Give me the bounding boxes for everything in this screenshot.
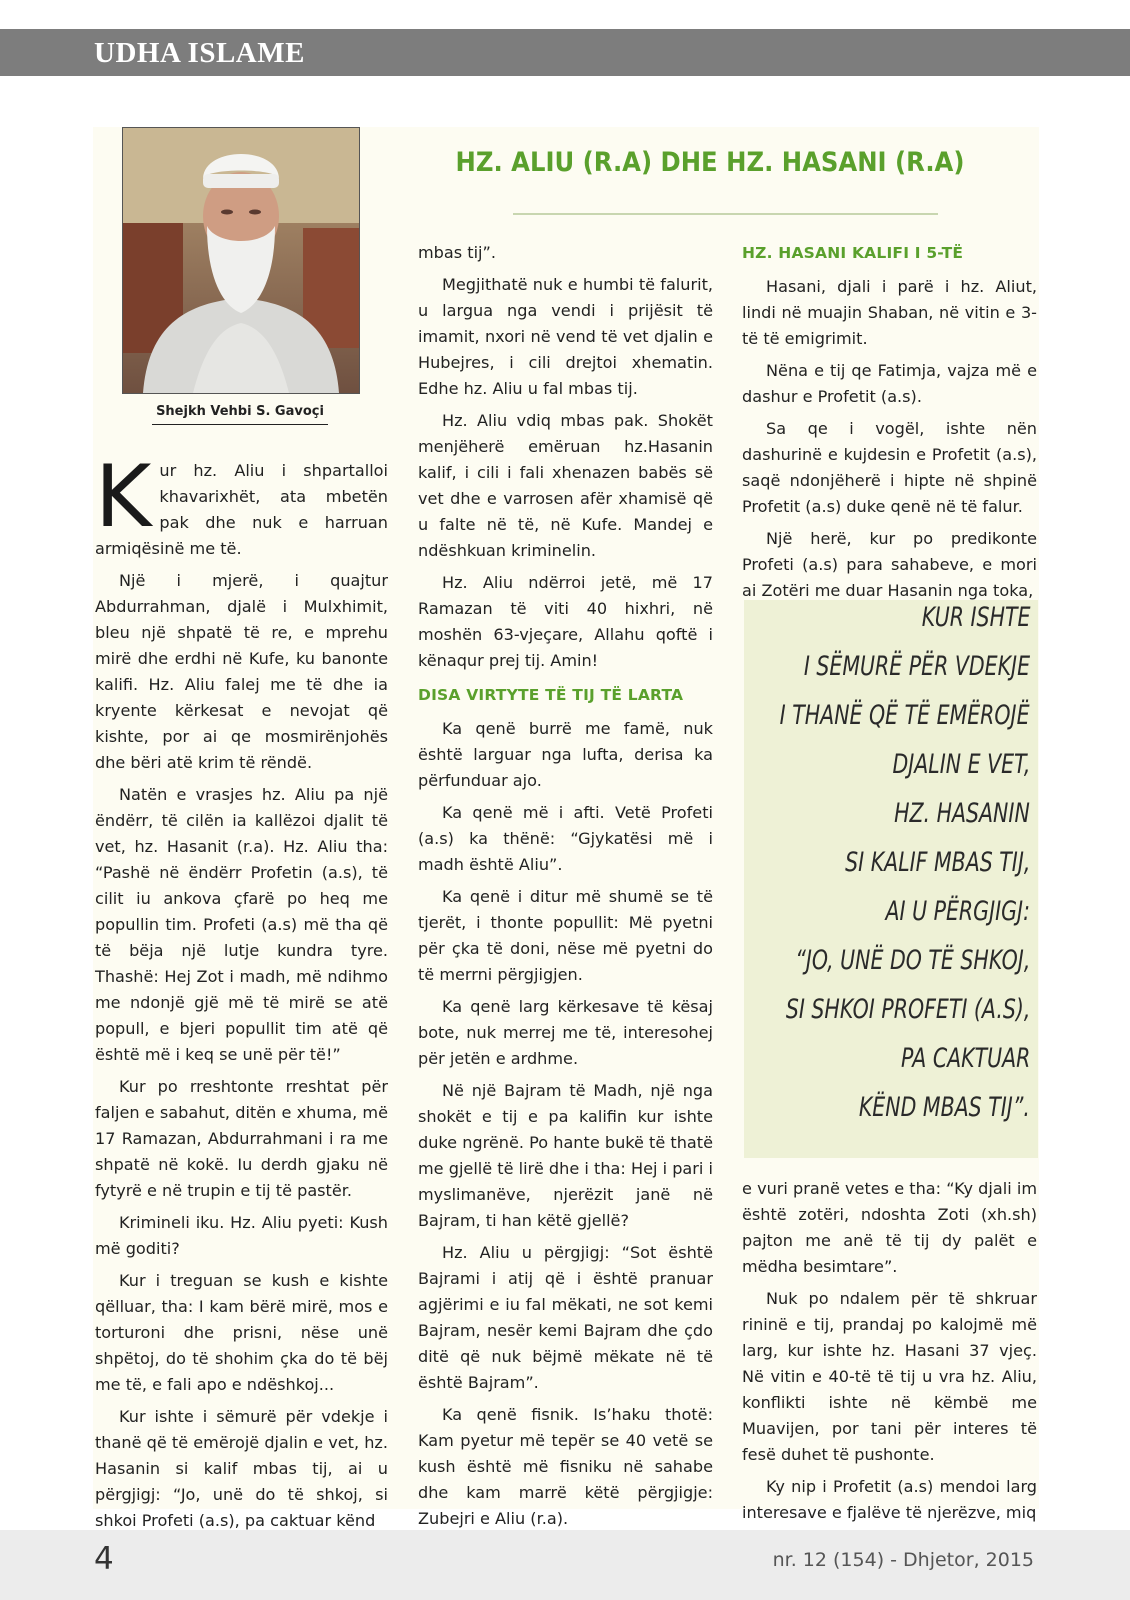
paragraph: Hz. Aliu vdiq mbas pak. Shokët menjëherë emëruan hz.Hasanin kalif, i cili i fali xhenazen babës së vet dhe e varrosen afër xhamisë që u falte në të, në Kufe. Mandej e ndëshkuan kriminelin. (418, 411, 713, 560)
paragraph: Megjithatë nuk e humbi të falurit, u largua nga vendi i prijësit të imamit, nxori në vend të vet djalin e Hubejres, i cili drejtoi xhematin. Edhe hz. Aliu u fal mbas tij. (418, 275, 713, 398)
paragraph: Krimineli iku. Hz. Aliu pyeti: Kush më goditi? (95, 1213, 388, 1258)
paragraph: Kur po rreshtonte rreshtat për faljen e sabahut, ditën e xhuma, më 17 Ramazan, Abdurrahmani i ra me shpatë në kokë. Iu derdh gjaku në fytyrë e në trupin e tij të pastër. (95, 1077, 388, 1200)
paragraph: Një herë, kur po predikonte Profeti (a.s) para sahabeve, e mori ai Zotëri me duar Hasanin nga toka, (742, 529, 1037, 600)
section-subheading: HZ. HASANI KALIFI I 5-TË (742, 244, 964, 262)
photo-caption: Shejkh Vehbi S. Gavoçi (152, 404, 328, 425)
portrait-image (123, 128, 359, 393)
paragraph: e vuri pranë vetes e tha: “Ky djali im është zotëri, ndoshta Zoti (xh.sh) pajton me anë të tij dy palët e mëdha besimtare”. (742, 1179, 1037, 1276)
article-title: HZ. ALIU (R.A) DHE HZ. HASANI (R.A) (455, 147, 965, 178)
paragraph: Kur i treguan se kush e kishte qëlluar, tha: I kam bërë mirë, mos e torturoni dhe prisni, nëse unë shpëtoj, do të shohim çka do të bëj me të, e fali apo e ndëshkoj... (95, 1271, 388, 1394)
pull-quote-line: “JO, UNË DO TË SHKOJ, (794, 945, 1030, 976)
section-subheading: DISA VIRTYTE TË TIJ TË LARTA (418, 686, 684, 704)
paragraph: Ka qenë fisnik. Is’haku thotë: Kam pyetur më tepër se 40 vetë se kush është më fisniku në sahabe dhe kam marrë këtë përgjigje: Zubejri e Aliu (r.a). (418, 1405, 713, 1528)
issue-info: nr. 12 (154) - Dhjetor, 2015 (772, 1549, 1034, 1571)
column-2 (418, 240, 713, 1538)
column-3-bottom (742, 1176, 1037, 1532)
paragraph (95, 447, 388, 562)
paragraph: Hz. Aliu ndërroi jetë, më 17 Ramazan të viti 40 hixhri, në moshën 63-vjeçare, Allahu qoftë i kënaqur prej tij. Amin! (418, 573, 713, 670)
paragraph: Nëna e tij qe Fatimja, vajza më e dashur e Profetit (a.s). (742, 361, 1037, 406)
paragraph: Në një Bajram të Madh, një nga shokët e tij e pa kalifin kur ishte duke ngrënë. Po hante bukë të thatë me gjellë të lirë dhe i tha: Hej i pari i myslimanëve, njerëzit janë në Bajram, ti han këtë gjellë? (418, 1081, 713, 1230)
pull-quote-line: KËND MBAS TIJ”. (858, 1092, 1030, 1123)
paragraph: Ka qenë burrë me famë, nuk është larguar nga lufta, derisa ka përfunduar ajo. (418, 719, 713, 790)
author-photo (122, 127, 360, 394)
paragraph: Nuk po ndalem për të shkruar rininë e tij, prandaj po kalojmë më larg, kur ishte hz. Hasani 37 vjeç. Në vitin e 40-të të tij u vra hz. Aliu, konflikti ishte në këmbë me Muavijen, por tani për interes të fesë duhet të pushonte. (742, 1289, 1037, 1464)
paragraph: Hz. Aliu u përgjigj: “Sot është Bajrami i atij që i është pranuar agjërimi e iu fal mëkati, ne sot kemi Bajram, nesër kemi Bajram dhe çdo ditë që nuk bëjmë mëkate në të është Bajram”. (418, 1243, 713, 1392)
pull-quote-line: DJALIN E VET, (892, 749, 1030, 780)
pull-quote-line: SI SHKOI PROFETI (A.S), (785, 994, 1030, 1025)
paragraph: Ka qenë larg kërkesave të kësaj bote, nuk merrej me të, interesohej për jetën e ardhme. (418, 997, 713, 1068)
pull-quote-line: SI KALIF MBAS TIJ, (844, 847, 1030, 878)
magazine-title: UDHA ISLAME (94, 37, 305, 69)
pull-quote-line: I SËMURË PËR VDEKJE (803, 651, 1030, 682)
paragraph: Ky nip i Profetit (a.s) mendoi larg interesave e fjalëve të njerëzve, miq (742, 1477, 1037, 1522)
pull-quote (744, 600, 1038, 1158)
pull-quote-line: KUR ISHTE (921, 602, 1030, 633)
paragraph: mbas tij”. (418, 243, 496, 262)
pull-quote-line: HZ. HASANIN (894, 798, 1030, 829)
paragraph: Hasani, djali i parë i hz. Aliut, lindi në muajin Shaban, në vitin e 3-të të emigrimit. (742, 277, 1037, 348)
paragraph: Një i mjerë, i quajtur Abdurrahman, djalë i Mulxhimit, bleu një shpatë të re, e mprehu mirë dhe erdhi në Kufe, ku banonte kalifi. Hz. Aliu falej me të dhe ia kryente kërkesat e nevojat që kishte, por ai qe mosmirënjohës dhe bëri atë krim të rëndë. (95, 571, 388, 772)
title-divider (513, 213, 938, 215)
pull-quote-line: PA CAKTUAR (900, 1043, 1030, 1074)
pull-quote-line: I THANË QË TË EMËROJË (780, 700, 1030, 731)
paragraph: Ka qenë i ditur më shumë se të tjerët, i thonte popullit: Më pyetni për çka të doni, nëse më pyetni do të merrni përgjigjen. (418, 887, 713, 984)
paragraph: Kur ishte i sëmurë për vdekje i thanë që të emërojë djalin e vet, hz. Hasanin si kalif mbas tij, ai u përgjigj: “Jo, unë do të shkoj, si shkoi Profeti (a.s), pa caktuar kënd (95, 1407, 388, 1530)
header-bar (0, 29, 1130, 76)
paragraph: Sa qe i vogël, ishte nën dashurinë e kujdesin e Profetit (a.s), saqë ndonjëherë i hipte në shpinë Profetit (a.s) duke qenë në të falur. (742, 419, 1037, 516)
column-1 (95, 447, 388, 1540)
column-3-top (742, 240, 1037, 610)
page-number: 4 (94, 1541, 114, 1577)
paragraph-text: ur hz. Aliu i shpartalloi khavarixhët, ata mbetën pak dhe nuk e harruan armiqësinë me të. (95, 461, 388, 558)
paragraph: Natën e vrasjes hz. Aliu pa një ëndërr, të cilën ia kallëzoi djalit të vet, hz. Hasanit (r.a). Hz. Aliu tha: “Pashë në ëndërr Profetin (a.s), të cilit iu ankova çfarë po heq me popullin tim. Profeti (a.s) më tha që të bëja një lutje kundra tyre. Thashë: Hej Zot i madh, më ndihmo me ndonjë gjë më të mirë se atë popull, e bjeri popullit tim atë që është më i keq se unë për të!” (95, 785, 388, 1064)
paragraph: Ka qenë më i afti. Vetë Profeti (a.s) ka thënë: “Gjykatësi më i madh është Aliu”. (418, 803, 713, 874)
drop-cap: K (95, 447, 152, 547)
pull-quote-line: AI U PËRGJIGJ: (885, 896, 1030, 927)
